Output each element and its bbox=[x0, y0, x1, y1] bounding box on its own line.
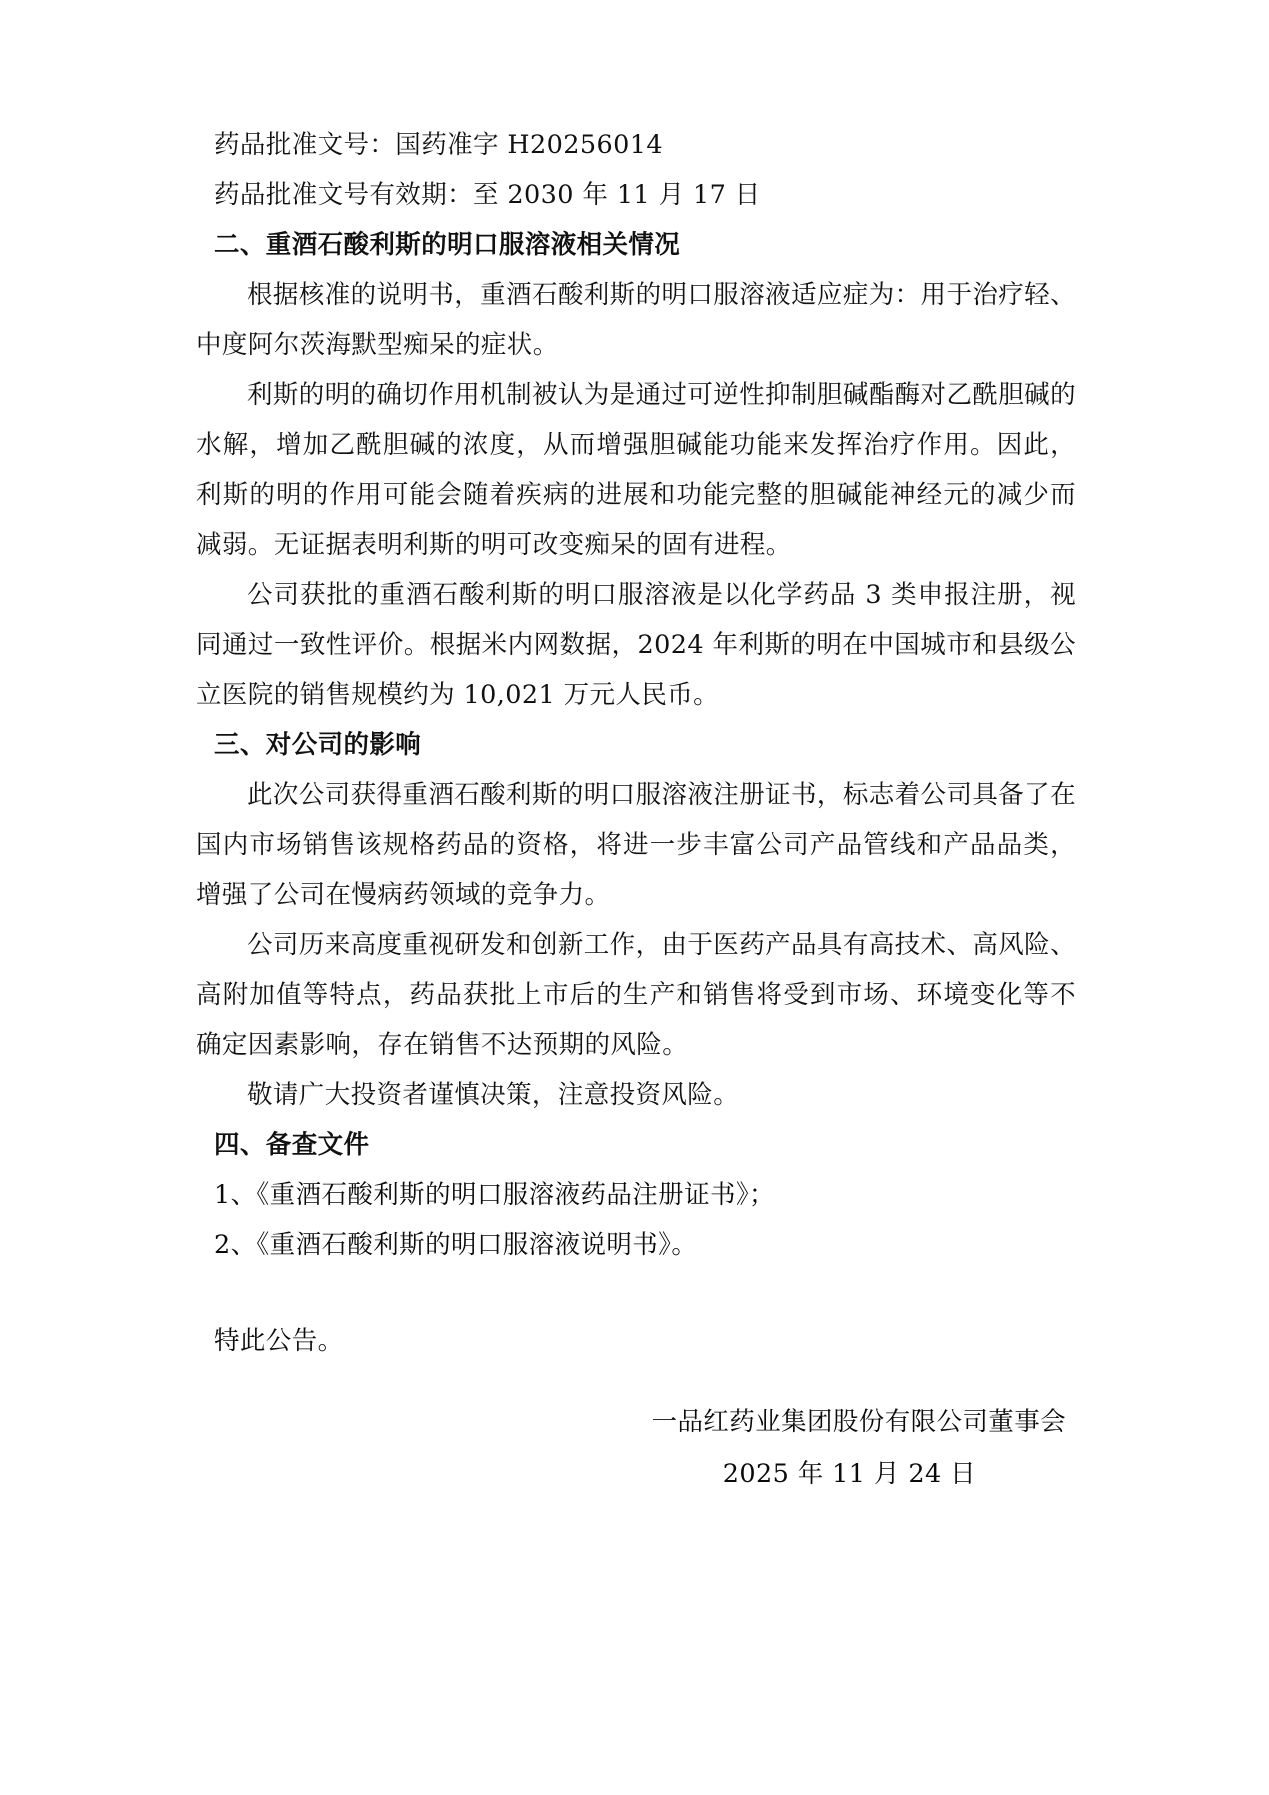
document-body bbox=[196, 120, 1076, 1500]
signature-block bbox=[196, 1396, 1076, 1500]
section-two-heading: 二、重酒石酸利斯的明口服溶液相关情况 bbox=[214, 230, 681, 260]
section-three-heading: 三、对公司的影响 bbox=[214, 730, 422, 760]
section-two-paragraph-1: 根据核准的说明书，重酒石酸利斯的明口服溶液适应症为：用于治疗轻、中度阿尔茨海默型痴呆的症状。 bbox=[196, 280, 1076, 360]
signature-date: 2025 年 11 月 24 日 bbox=[722, 1459, 976, 1489]
section-three-paragraph-2: 公司历来高度重视研发和创新工作，由于医药产品具有高技术、高风险、高附加值等特点，药品获批上市后的生产和销售将受到市场、环境变化等不确定因素影响，存在销售不达预期的风险。 bbox=[196, 930, 1076, 1060]
section-three-paragraph-1: 此次公司获得重酒石酸利斯的明口服溶液注册证书，标志着公司具备了在国内市场销售该规格药品的资格，将进一步丰富公司产品管线和产品品类，增强了公司在慢病药领域的竞争力。 bbox=[196, 780, 1076, 910]
reference-document-item-2: 2、《重酒石酸利斯的明口服溶液说明书》。 bbox=[214, 1230, 698, 1260]
signature-company: 一品红药业集团股份有限公司董事会 bbox=[651, 1407, 1066, 1437]
approval-number-line: 药品批准文号：国药准字 H20256014 bbox=[214, 130, 664, 160]
closing-statement: 特此公告。 bbox=[214, 1326, 344, 1356]
section-two-paragraph-2: 利斯的明的确切作用机制被认为是通过可逆性抑制胆碱酯酶对乙酰胆碱的水解，增加乙酰胆碱的浓度，从而增强胆碱能功能来发挥治疗作用。因此，利斯的明的作用可能会随着疾病的进展和功能完整的胆碱能神经元的减少而减弱。无证据表明利斯的明可改变痴呆的固有进程。 bbox=[196, 380, 1076, 560]
section-four-heading: 四、备查文件 bbox=[214, 1130, 370, 1160]
section-three-paragraph-3: 敬请广大投资者谨慎决策，注意投资风险。 bbox=[247, 1080, 740, 1110]
reference-document-item-1: 1、《重酒石酸利斯的明口服溶液药品注册证书》； bbox=[214, 1180, 775, 1210]
approval-validity-line: 药品批准文号有效期：至 2030 年 11 月 17 日 bbox=[214, 180, 761, 210]
section-two-paragraph-3: 公司获批的重酒石酸利斯的明口服溶液是以化学药品 3 类申报注册，视同通过一致性评价。根据米内网数据，2024 年利斯的明在中国城市和县级公立医院的销售规模约为 10,021 万元人民币。 bbox=[196, 580, 1076, 710]
spacer bbox=[196, 1270, 1076, 1316]
